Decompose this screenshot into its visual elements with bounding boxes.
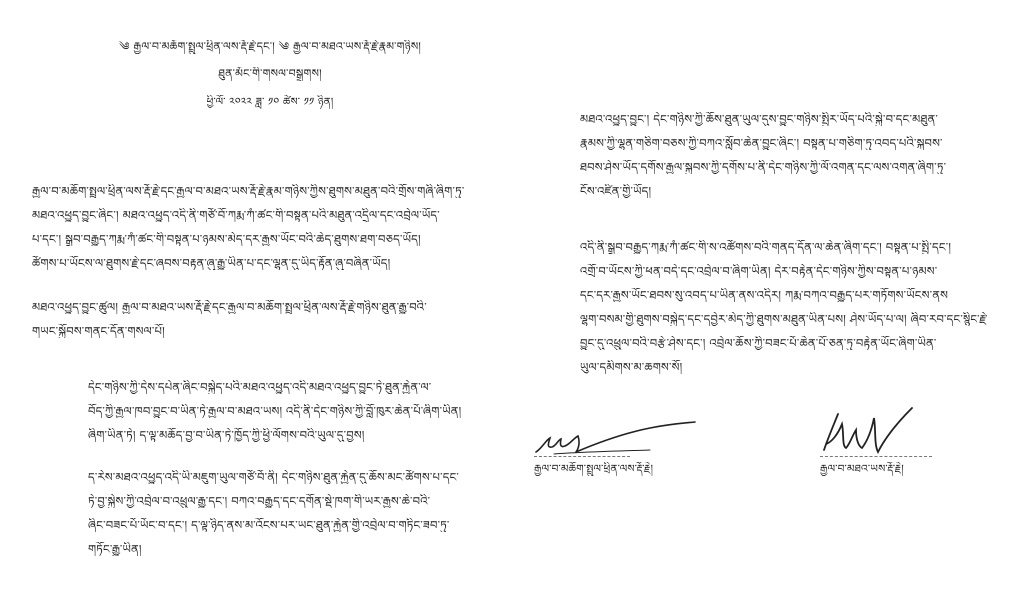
left-signature-image xyxy=(530,418,700,460)
left-p1-line4: ཚོགས་པ་ཡོངས་ལ་ཐུགས་རྗེ་དང་ཞབས་བརྟན་ཞུ་རྒྱུ་ཡིན་པ་དང་ལྷན་དུ་ཡིད་རྟོན་ཞུ་བཞིན་ཡོད། xyxy=(32,256,391,270)
left-p4-line2: ཏེ་བྱ་སྐྱེས་ཀྱི་འབྲེལ་བ་འཕྲུལ་རྒྱུ་དང་། བཀའ་བརྒྱུད་དང་དགོན་སྡེ་ཁག་གི་ཡར་རྒྱས་ཆེ་བའི་ xyxy=(88,494,431,508)
right-p2-line3: དང་དར་རྒྱས་ཡོང་ཐབས་སུ་འབད་པ་ཡིན་ནས་འདིར། ཀརྨ་བཀའ་བརྒྱུད་པར་གཏོགས་ཡོངས་ནས xyxy=(580,288,949,302)
right-signature-line xyxy=(820,456,932,457)
right-p2-line2: འགྲོ་བ་ཡོངས་ཀྱི་ཕན་བདེ་དང་འབྲེལ་བ་ཞིག་ཡིན། དེར་བརྟེན་དེང་གཉིས་ཀྱིས་བསྟན་པ་ཉམས་ xyxy=(580,264,938,278)
left-p3-line3: ཞིག་ཡིན་ཏེ། ད་ལྟ་མཆོད་བྱ་བ་ཡིན་ཏེ་ཁྱོད་ཀྱི་ཕྱི་ལོགས་བའི་ཡུལ་དུ་བྱས། xyxy=(88,428,365,442)
left-signature-line xyxy=(534,456,630,457)
left-p1-line2: མཐའ་འཕྱུད་བྱུང་ཞིང་། མཐའ་འཕྱུད་འདི་ནི་གཙོ་བོ་ཀརྨ་ཀཾ་ཚང་གི་བསྟན་པའི་མཐུན་འདྲིལ་དང་འབྲེལ་ཡོད་ xyxy=(32,208,440,222)
left-p4-line1: ད་རེས་མཐའ་འཕྱུད་འདི་ཡི་མཇུག་ཡུལ་གཙོ་བོ་ནི། དེང་གཉིས་ཐུན་རྐྱེན་དུ་ཆོས་མང་ཚོགས་པ་དང་ xyxy=(88,470,460,484)
left-p4-line4: གཏོང་རྒྱུ་ཡིན། xyxy=(88,542,142,556)
right-p1-line3: ཐབས་ཤེས་ཡོད་དགོས་རྒྱལ་སྐྱབས་ཀྱི་དགོས་པ་ནི་དེང་གཉིས་ཀྱི་ལོ་འགན་དང་ལས་འགན་ཞིག་ཏུ་ xyxy=(580,160,947,174)
right-p1-line1: མཐའ་འཕྱུད་བྱུང་། དེང་གཉིས་ཀྱི་ཆོས་ཐུན་ཡུལ་དུས་བྱུང་གཉིས་སྤྱིར་ཡོད་པའི་སྐྱེ་བ་དང་མཐུན་ xyxy=(580,112,939,126)
left-p3-line1: དེང་གཉིས་ཀྱི་དེས་དཔེན་ཞིང་བསྐྱེད་པའི་མཐའ་འཕྱུད་འདི་མཐའ་འཕྱུད་བྱུང་ཏེ་ཐུན་རྐྱེན་ལ་ xyxy=(88,380,432,394)
header-date: ཕྱི་ལོ་ ༢༠༢༢ ཟླ་ ༡༠ ཚེས་ ༡༡ ཉིན། xyxy=(206,96,334,108)
right-p1-line4: ངོས་འཛིན་གྱི་ཡོད། xyxy=(580,184,652,198)
right-p2-line4: ལྷག་བསམ་གྱི་ཐུགས་བསྐྱེད་དང་དབྱེར་མེད་ཀྱི་ཐུགས་མཐུན་ཡིན་པས། ཤེས་ཡོད་པ་ལ། ཞིབ་རབ་དང་སྙིང་རྗེ་ xyxy=(580,312,988,326)
left-p2-line1: མཐའ་འཕྱུད་བྱུང་ཚུལ། རྒྱལ་བ་མཐའ་ཡས་རྡོ་རྗེ་དང་རྒྱལ་བ་མཆོག་སྤྲུལ་ཕྲིན་ལས་རྡོ་རྗེ་གཉིས་ཐུན་རྒྱུ་བའི་ xyxy=(32,300,427,314)
right-p2-line1: འདི་ནི་སྒྲུབ་བརྒྱུད་ཀརྨ་ཀཾ་ཚང་གི་ས་འཚོགས་བའི་གནད་དོན་ལ་ཆེན་ཞིག་དང་། བསྟན་པ་སྤྱི་དང་། xyxy=(580,240,952,254)
left-p2-line2: གཡང་སྐྱོབས་གནང་དོན་གསལ་པོ། xyxy=(32,324,165,338)
right-p1-line2: རྣམས་ཀྱི་ལྷན་གཅིག་བཅས་ཀྱི་བཀའ་སློབ་ཆེན་བྱུང་ཞིང་། བསྟན་པ་གཅིག་ཏུ་འབད་པའི་སྐབས་ xyxy=(580,136,943,150)
right-p2-line5: བྱུང་དུ་འཕྲུལ་བའི་བརྩེ་ཤེས་དང་། འབྲེལ་ཆོས་ཀྱི་བཟང་པོ་ཆེན་པོ་ཅན་ཏུ་བརྟེན་ཡོང་ཞིག་ཡིན་ xyxy=(580,336,937,350)
right-signatory-name: རྒྱལ་བ་མཐའ་ཡས་རྡོ་རྗེ། xyxy=(820,463,904,475)
left-p1-line3: པ་དང་། སྒྲུབ་བརྒྱུད་ཀརྨ་ཀཾ་ཚང་གི་བསྟན་པ་ཉམས་མེད་དར་རྒྱས་ཡོང་བའི་ཆེད་ཐུགས་ཐག་བཅད་ཡོད། xyxy=(32,232,421,246)
header-title-line1: ༄ རྒྱལ་བ་མཆོག་སྤྲུལ་ཕྲིན་ལས་རྡོ་རྗེ་དང་། ༄ རྒྱལ་བ་མཐའ་ཡས་རྡོ་རྗེ་རྣམ་གཉིས། xyxy=(119,40,421,53)
left-p1-line1: རྒྱལ་བ་མཆོག་སྤྲུལ་ཕྲིན་ལས་རྡོ་རྗེ་དང་རྒྱལ་བ་མཐའ་ཡས་རྡོ་རྗེ་རྣམ་གཉིས་ཀྱིས་ཐུགས་མཐུན་བའི་གྲོས་གཞི་ཞིག་ཏུ་ xyxy=(32,184,465,198)
header-title-line2: ཐུན་མོང་གི་གསལ་བསྒྲགས། xyxy=(218,67,322,80)
right-p2-line6: ཡུལ་དམིགས་མ་ཆགས་སོ། xyxy=(580,360,683,374)
left-signatory-name: རྒྱལ་བ་མཆོག་སྤྲུལ་ཕྲིན་ལས་རྡོ་རྗེ། xyxy=(534,463,654,475)
right-signature-image xyxy=(812,404,932,460)
left-p4-line3: ཞིང་བཟང་པོ་ཡོང་བ་དང་། ད་ལྟ་ཉིད་ནས་མ་འོངས་པར་ཡང་ཐུན་རྐྱེན་གྱི་འབྲེལ་བ་གཏིང་ཟབ་ཏུ་ xyxy=(88,518,450,532)
left-p3-line2: བོད་ཀྱི་རྒྱལ་ཁབ་བྱུང་བ་ཡིན་ཏེ་རྒྱལ་བ་མཐའ་ཡས། འདི་ནི་དེང་གཉིས་ཀྱི་བློ་ཁུར་ཆེན་པོ་ཞིག་ཡིན། xyxy=(88,404,462,418)
